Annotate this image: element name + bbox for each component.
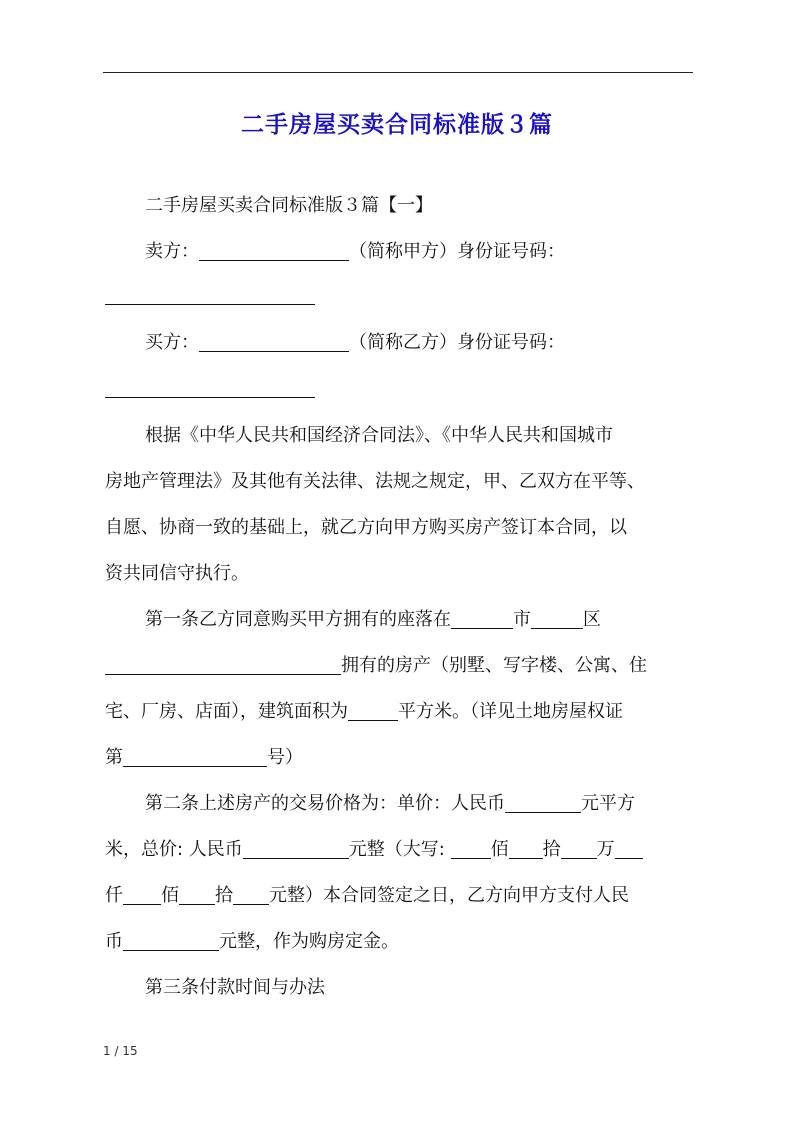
basis-line-3: 自愿、协商一致的基础上，就乙方向甲方购买房产签订本合同，以 bbox=[105, 517, 627, 538]
document-title: 二手房屋买卖合同标准版３篇 bbox=[241, 112, 553, 138]
seller-line bbox=[145, 229, 745, 275]
district-blank bbox=[531, 608, 583, 629]
blank bbox=[615, 838, 643, 859]
basis-line-1: 根据《中华人民共和国经济合同法》、《中华人民共和国城市 bbox=[145, 425, 613, 446]
area-unit-text: 平方米。（详见土地房屋权证 bbox=[398, 701, 623, 722]
unit-wan: 万 bbox=[596, 839, 615, 860]
article2-line-1 bbox=[145, 781, 745, 827]
certificate-prefix: 第 bbox=[105, 747, 123, 768]
currency-label: 币 bbox=[105, 931, 123, 952]
article2-text: 第二条上述房产的交易价格为：单价：人民币 bbox=[145, 793, 505, 814]
buyer-tail: （简称乙方）身份证号码： bbox=[349, 332, 565, 353]
basis-line-2: 房地产管理法》及其他有关法律、法规之规定，甲、乙双方在平等、 bbox=[105, 471, 645, 492]
area-blank bbox=[348, 700, 398, 721]
deposit-tail: 元整，作为购房定金。 bbox=[219, 931, 399, 952]
blank bbox=[123, 884, 161, 905]
area-text: 宅、厂房、店面），建筑面积为 bbox=[105, 701, 348, 722]
unit-bai: 佰 bbox=[490, 839, 509, 860]
seller-name-blank bbox=[199, 240, 349, 261]
page-number: 1 / 15 bbox=[103, 1044, 138, 1058]
article3-heading: 第三条付款时间与办法 bbox=[145, 977, 325, 998]
article1-line-3 bbox=[105, 689, 705, 735]
buyer-label: 买方： bbox=[145, 332, 199, 353]
total-price-blank bbox=[243, 838, 349, 859]
article1-line-1 bbox=[145, 597, 745, 643]
blank bbox=[179, 884, 215, 905]
certificate-blank bbox=[123, 746, 267, 767]
unit-qian: 仟 bbox=[105, 885, 123, 906]
seller-tail: （简称甲方）身份证号码： bbox=[349, 241, 565, 262]
unit-price-unit: 元平方 bbox=[581, 793, 635, 814]
blank bbox=[561, 838, 597, 859]
blank bbox=[509, 838, 543, 859]
buyer-line bbox=[145, 320, 745, 366]
unit-shi: 拾 bbox=[215, 885, 233, 906]
seller-id-blank bbox=[105, 304, 315, 305]
district-label: 区 bbox=[583, 609, 601, 630]
basis-line-4: 资共同信守执行。 bbox=[105, 563, 249, 584]
unit-price-blank bbox=[505, 792, 581, 813]
unit-bai: 佰 bbox=[161, 885, 179, 906]
unit-shi: 拾 bbox=[542, 839, 561, 860]
buyer-id-blank bbox=[105, 397, 315, 398]
blank bbox=[451, 838, 491, 859]
capital-label: 元整（大写: bbox=[348, 839, 451, 860]
blank bbox=[233, 884, 269, 905]
article1-text: 第一条乙方同意购买甲方拥有的座落在 bbox=[145, 609, 451, 630]
city-label: 市 bbox=[513, 609, 531, 630]
seller-label: 卖方： bbox=[145, 241, 199, 262]
article2-line-4 bbox=[105, 919, 705, 965]
article2-line-3 bbox=[105, 873, 705, 919]
certificate-suffix: 号） bbox=[267, 747, 303, 768]
deposit-text: 元整）本合同签定之日，乙方向甲方支付人民 bbox=[269, 885, 629, 906]
address-blank bbox=[105, 654, 341, 675]
deposit-blank bbox=[123, 930, 219, 951]
city-blank bbox=[451, 608, 513, 629]
section-heading: 二手房屋买卖合同标准版３篇【一】 bbox=[145, 195, 433, 216]
buyer-name-blank bbox=[199, 331, 349, 352]
total-price-text: 米，总价: 人民币 bbox=[105, 839, 243, 860]
property-types: 拥有的房产（别墅、写字楼、公寓、住 bbox=[341, 655, 647, 676]
article1-line-4 bbox=[105, 735, 705, 781]
article1-line-2 bbox=[105, 643, 705, 689]
header-rule bbox=[103, 72, 693, 73]
article2-line-2 bbox=[105, 827, 705, 873]
